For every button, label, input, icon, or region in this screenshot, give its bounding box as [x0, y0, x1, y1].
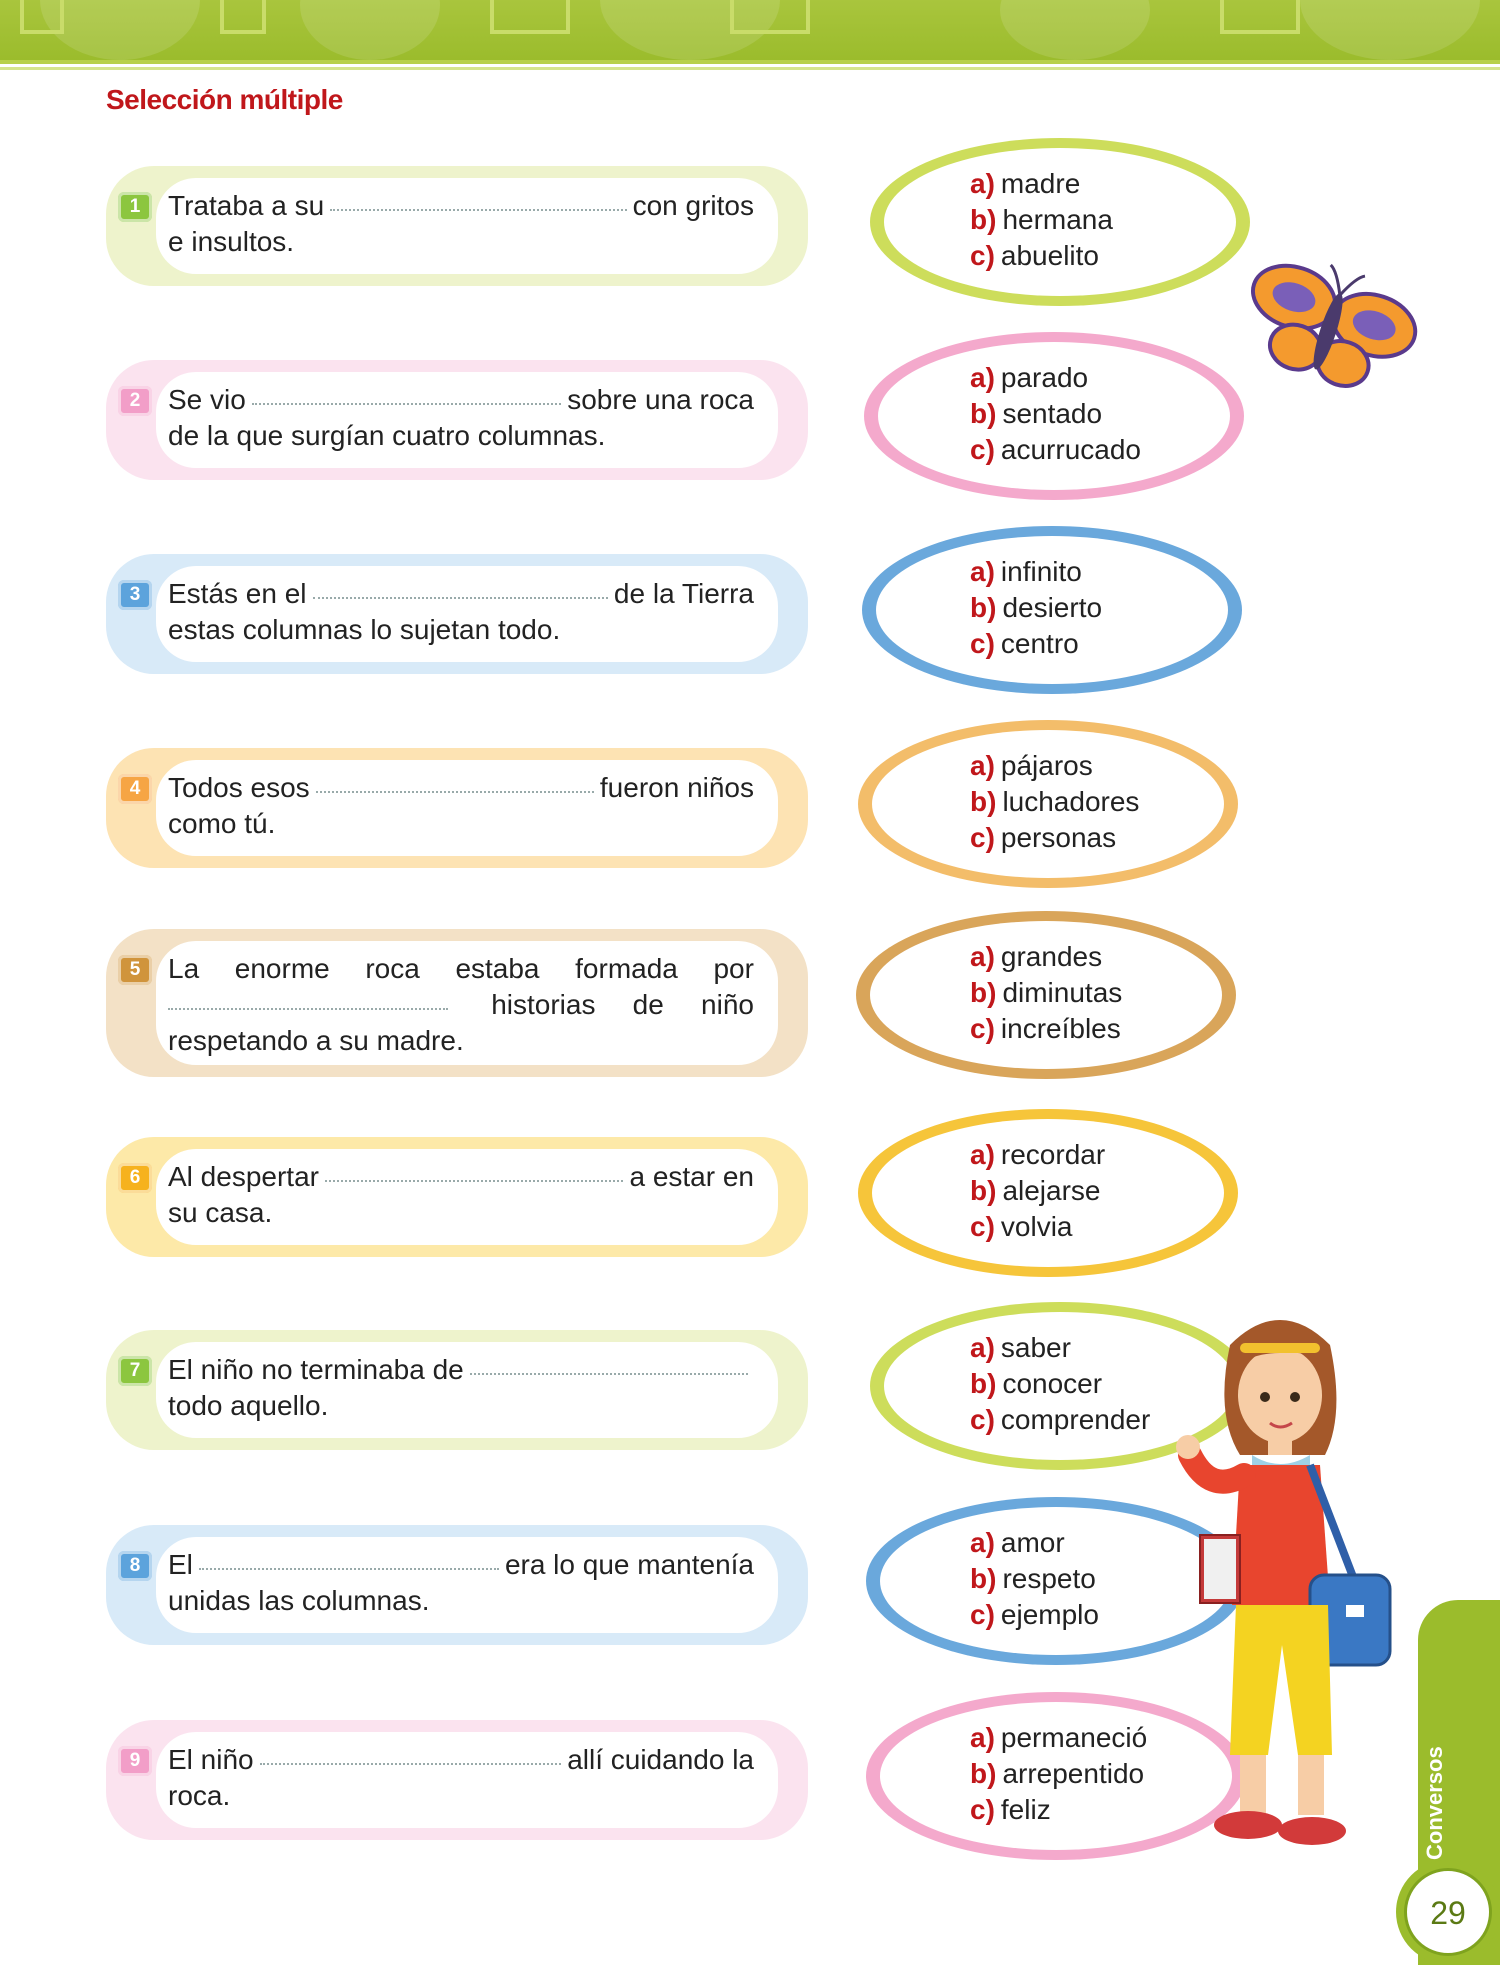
answer-blank[interactable] [260, 1763, 562, 1765]
girl-illustration [1160, 1305, 1400, 1865]
question-number: 4 [118, 774, 152, 804]
option-a[interactable] [970, 1330, 1150, 1366]
question-text-fragment: Al despertar [168, 1161, 319, 1192]
question-text-fragment: niño [701, 989, 754, 1020]
question-text-fragment: a estar en [629, 1161, 754, 1192]
option-letter: b) [970, 977, 997, 1008]
header-divider-thin [0, 67, 1500, 70]
option-b[interactable] [970, 784, 1139, 820]
options-list [970, 166, 1113, 274]
question-text-fragment: allí cuidando la [567, 1744, 754, 1775]
question-text-fragment: de [632, 989, 664, 1020]
option-a[interactable] [970, 939, 1122, 975]
question-text-fragment: enorme [234, 953, 330, 984]
option-a[interactable] [970, 360, 1141, 396]
option-c[interactable] [970, 1792, 1147, 1828]
question-text [168, 576, 754, 648]
option-text: centro [1000, 628, 1079, 659]
question-number: 6 [118, 1163, 152, 1193]
option-letter: b) [970, 1563, 997, 1594]
question-text-fragment: El niño [168, 1744, 254, 1775]
option-text: sentado [1002, 398, 1103, 429]
options-list [970, 939, 1122, 1047]
option-letter: a) [970, 750, 995, 781]
question-number: 8 [118, 1551, 152, 1581]
answer-blank[interactable] [168, 1008, 448, 1010]
option-letter: b) [970, 398, 997, 429]
option-letter: b) [970, 786, 997, 817]
question-row [106, 360, 808, 480]
option-text: infinito [1000, 556, 1082, 587]
question-row [106, 1137, 808, 1257]
question-number: 2 [118, 386, 152, 416]
question-text [168, 1352, 754, 1424]
answer-blank[interactable] [199, 1568, 499, 1570]
option-letter: b) [970, 204, 997, 235]
option-text: respeto [1002, 1563, 1096, 1594]
option-text: alejarse [1002, 1175, 1101, 1206]
butterfly-illustration [1240, 262, 1420, 402]
option-letter: a) [970, 362, 995, 393]
option-letter: b) [970, 1758, 997, 1789]
option-c[interactable] [970, 820, 1139, 856]
question-text-fragment: Trataba a su [168, 190, 325, 221]
option-letter: a) [970, 941, 995, 972]
option-text: amor [1000, 1527, 1065, 1558]
option-text: saber [1000, 1332, 1071, 1363]
question-text-fragment: unidas las columnas. [168, 1585, 430, 1616]
option-text: desierto [1002, 592, 1103, 623]
question-row [106, 1525, 808, 1645]
question-text-fragment: como tú. [168, 808, 276, 839]
option-b[interactable] [970, 202, 1113, 238]
options-list [970, 1330, 1150, 1438]
options-list [970, 554, 1102, 662]
option-b[interactable] [970, 975, 1122, 1011]
option-b[interactable] [970, 396, 1141, 432]
option-c[interactable] [970, 1209, 1105, 1245]
options-list [970, 1525, 1099, 1633]
question-text-fragment: Se vio [168, 384, 246, 415]
question-text-fragment: con gritos [632, 190, 754, 221]
question-text [168, 770, 754, 842]
option-a[interactable] [970, 748, 1139, 784]
header-divider [0, 60, 1500, 64]
question-text-fragment: Todos esos [168, 772, 310, 803]
option-b[interactable] [970, 1173, 1105, 1209]
question-text-fragment: de la que surgían cuatro columnas. [168, 420, 606, 451]
section-title: Selección múltiple [106, 84, 343, 115]
question-text-fragment: todo aquello. [168, 1390, 329, 1421]
question-row [106, 1720, 808, 1840]
question-number: 9 [118, 1746, 152, 1776]
answer-blank[interactable] [316, 791, 594, 793]
question-text-fragment: sobre una roca [567, 384, 754, 415]
question-text-fragment: e insultos. [168, 226, 295, 257]
option-letter: b) [970, 592, 997, 623]
options-list [970, 1720, 1147, 1828]
question-text-fragment: de la Tierra [613, 578, 754, 609]
question-text-fragment: fueron niños [599, 772, 754, 803]
answer-blank[interactable] [330, 209, 626, 211]
question-text [168, 1547, 754, 1619]
question-text-fragment: El [168, 1549, 193, 1580]
question-text-fragment: su casa. [168, 1197, 273, 1228]
option-b[interactable] [970, 590, 1102, 626]
question-row [106, 748, 808, 868]
option-text: recordar [1000, 1139, 1106, 1170]
option-text: arrepentido [1002, 1758, 1145, 1789]
option-letter: c) [970, 628, 995, 659]
option-text: conocer [1002, 1368, 1103, 1399]
option-a[interactable] [970, 1720, 1147, 1756]
option-letter: a) [970, 1139, 995, 1170]
option-text: increíbles [1000, 1013, 1121, 1044]
question-text-fragment: roca. [168, 1780, 231, 1811]
option-a[interactable] [970, 1525, 1099, 1561]
question-text-fragment: respetando a su madre. [168, 1025, 464, 1056]
side-tab-label: Conversos [1422, 1746, 1447, 1860]
option-a[interactable] [970, 1137, 1105, 1173]
option-text: acurrucado [1000, 434, 1141, 465]
question-text-fragment: estas columnas lo sujetan todo. [168, 614, 561, 645]
option-letter: c) [970, 434, 995, 465]
option-c[interactable] [970, 626, 1102, 662]
option-text: grandes [1000, 941, 1103, 972]
question-row [106, 166, 808, 286]
option-letter: a) [970, 1722, 995, 1753]
option-letter: c) [970, 1211, 995, 1242]
option-text: ejemplo [1000, 1599, 1099, 1630]
option-text: luchadores [1002, 786, 1140, 817]
option-c[interactable] [970, 1402, 1150, 1438]
question-text [168, 951, 754, 1059]
options-list [970, 360, 1141, 468]
option-letter: c) [970, 1013, 995, 1044]
question-text [168, 188, 754, 260]
answer-blank[interactable] [252, 403, 561, 405]
options-list [970, 1137, 1105, 1245]
option-letter: c) [970, 1794, 995, 1825]
question-text-fragment: El niño no terminaba de [168, 1354, 464, 1385]
question-text-fragment: por [713, 953, 754, 984]
option-b[interactable] [970, 1756, 1147, 1792]
question-row [106, 554, 808, 674]
option-text: diminutas [1002, 977, 1123, 1008]
answer-blank[interactable] [313, 597, 608, 599]
option-text: permaneció [1000, 1722, 1148, 1753]
option-text: abuelito [1000, 240, 1099, 271]
option-letter: c) [970, 1599, 995, 1630]
answer-blank[interactable] [325, 1180, 624, 1182]
option-a[interactable] [970, 554, 1102, 590]
question-text [168, 382, 754, 454]
option-text: parado [1000, 362, 1089, 393]
option-text: volvia [1000, 1211, 1073, 1242]
option-letter: a) [970, 1527, 995, 1558]
option-letter: c) [970, 1404, 995, 1435]
header-band [0, 0, 1500, 60]
question-number: 5 [118, 955, 152, 985]
page-number: 29 [1404, 1868, 1492, 1956]
question-text-fragment: estaba [455, 953, 540, 984]
option-letter: a) [970, 168, 995, 199]
question-text-fragment: roca [365, 953, 420, 984]
option-letter: a) [970, 556, 995, 587]
option-letter: a) [970, 1332, 995, 1363]
answer-blank[interactable] [470, 1373, 748, 1375]
question-text-fragment: era lo que mantenía [504, 1549, 754, 1580]
question-number: 3 [118, 580, 152, 610]
question-text-fragment: Estás en el [168, 578, 307, 609]
option-letter: c) [970, 240, 995, 271]
option-text: comprender [1000, 1404, 1151, 1435]
question-row [106, 929, 808, 1077]
option-text: feliz [1000, 1794, 1051, 1825]
question-number: 7 [118, 1356, 152, 1386]
option-c[interactable] [970, 1011, 1122, 1047]
option-text: madre [1000, 168, 1081, 199]
option-a[interactable] [970, 166, 1113, 202]
option-letter: b) [970, 1368, 997, 1399]
question-text-fragment: La [168, 953, 200, 984]
option-letter: c) [970, 822, 995, 853]
option-text: personas [1000, 822, 1117, 853]
question-text-fragment: formada [575, 953, 678, 984]
option-c[interactable] [970, 432, 1141, 468]
option-c[interactable] [970, 1597, 1099, 1633]
question-number: 1 [118, 192, 152, 222]
option-b[interactable] [970, 1561, 1099, 1597]
question-row [106, 1330, 808, 1450]
question-text [168, 1159, 754, 1231]
option-text: hermana [1002, 204, 1113, 235]
option-text: pájaros [1000, 750, 1093, 781]
option-c[interactable] [970, 238, 1113, 274]
question-text [168, 1742, 754, 1814]
option-letter: b) [970, 1175, 997, 1206]
options-list [970, 748, 1139, 856]
question-text-fragment: historias [491, 989, 596, 1020]
option-b[interactable] [970, 1366, 1150, 1402]
